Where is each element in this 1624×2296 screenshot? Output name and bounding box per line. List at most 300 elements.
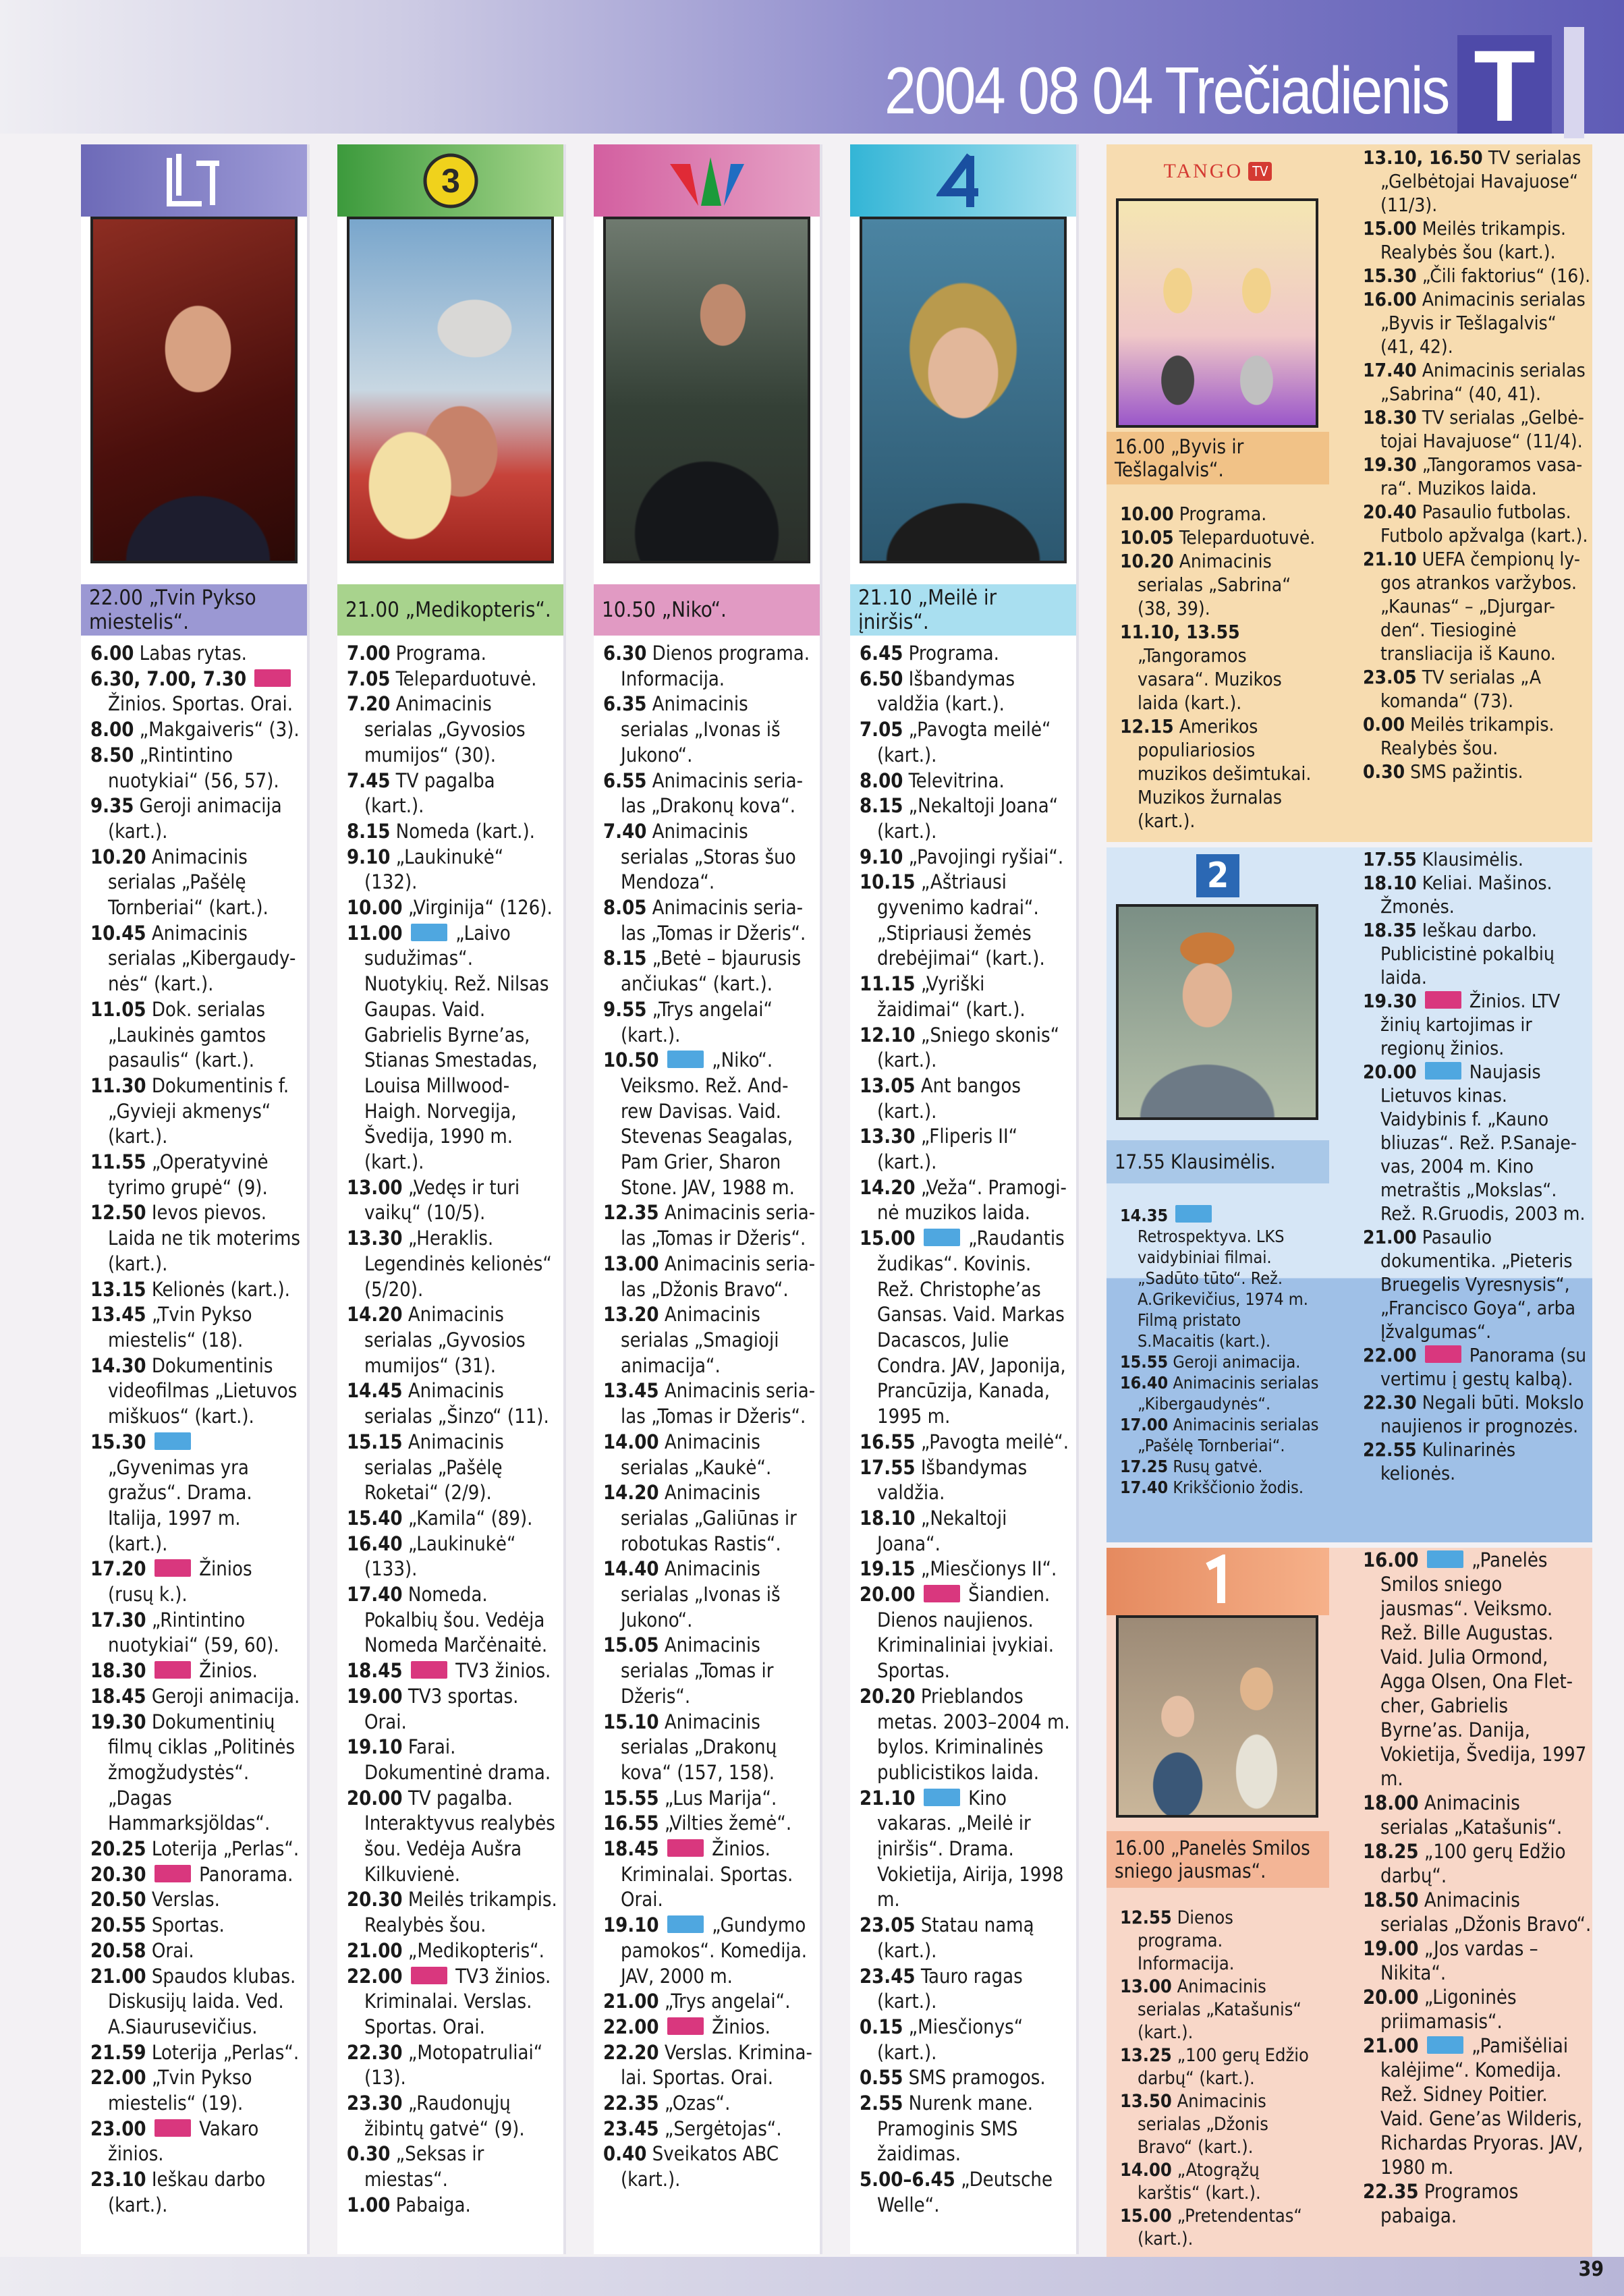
program-entry [603,1837,816,1913]
program-title: „Operatyvinė tyrimo grupė“ (9). [108,1150,269,1199]
program-entry [860,1786,1072,1913]
program-entry [1363,1225,1592,1343]
program-time: 7.40 [603,819,647,843]
program-time: 16.40 [347,1532,403,1555]
program-time: 15.30 [90,1430,146,1453]
program-title: „Niko“. Veiksmo. Rež. And-rew Davisas. Vaid. Stevenas Seagalas, Pam Grier, Sharon Stone. JAV, 1988 m. [621,1048,795,1199]
program-entry [860,2065,1072,2091]
program-entry [90,1938,303,1964]
program-time: 22.00 [603,2015,659,2038]
program-time: 15.15 [347,1430,403,1453]
program-entry [347,895,559,921]
program-title: Animacinis serialas „Kibergaudynės“. [1138,1373,1319,1413]
program-entry [860,2167,1072,2218]
program-time: 22.00 [90,2066,146,2090]
program-time: 6.45 [860,642,903,665]
program-title: „Raudantis žudikas“. Kovinis. Rež. Christophe’as Gansas. Vaid. Markas Dacascos, Julie Condra. JAV, Japonija, Prancūzija, Kanada, 1995 m. [877,1227,1066,1428]
program-title: Pabaiga. [395,2193,471,2216]
program-entry [860,667,1072,717]
program-title: Vakaro žinios. [108,2117,259,2166]
program-entry [1363,1839,1592,1888]
program-entry [603,895,816,946]
program-entry [90,2065,303,2116]
program-entry [860,641,1072,667]
program-time: 13.30 [860,1125,916,1148]
program-time: 7.45 [347,768,391,792]
program-time: 11.10, 13.55 [1120,621,1240,643]
program-title: Animacinis seria-las „Tomas ir Džeris“. [621,1379,816,1428]
program-time: 18.30 [1363,406,1417,428]
program-time: 20.30 [347,1888,403,1911]
program-entry [90,2117,303,2167]
program-time: 20.00 [1363,1061,1417,1083]
program-title: Programa. [908,642,999,665]
program-time: 18.35 [1363,919,1417,941]
program-title: Loterija „Perlas“. [151,2040,300,2064]
program-entry [603,1048,816,1200]
news-tag-icon [667,2017,704,2035]
program-time: 15.10 [603,1710,659,1733]
program-entry [90,793,303,844]
program-time: 16.00 [1363,288,1417,310]
program-time: 6.30, 7.00, 7.30 [90,667,247,690]
program-title: „Sergėtojas“. [664,2117,782,2140]
program-title: Animacinis serialas „Džonis Bravo“ (kart.). [1138,2091,1268,2158]
program-time: 19.00 [347,1684,403,1708]
program-entry [347,1430,559,1506]
news-tag-icon [411,1661,447,1679]
program-title: Programa. [395,642,486,665]
highlight-text: 21.10 „Meilė ir įniršis“. [858,586,997,634]
program-list-ltv2-b [1363,847,1592,1485]
program-time: 23.00 [90,2117,146,2140]
program-time: 6.55 [603,768,647,792]
program-entry [1120,1477,1322,1498]
film-tag-icon [1425,1062,1461,1080]
program-title: Animacinis serialas „Kibergaudy-nės“ (kart.). [108,921,296,996]
program-entry [860,972,1072,1022]
program-title: Animacinis serialas „Byvis ir Tešlagalvis“ (41, 42). [1380,288,1586,358]
program-entry [347,667,559,692]
program-title: „Motopatruliai“ (13). [364,2040,543,2090]
program-entry [860,845,1072,870]
film-tag-icon [924,1229,960,1246]
program-entry [347,1226,559,1302]
program-title: „Gundymo pamokos“. Komedija. JAV, 2000 m. [621,1913,808,1988]
program-title: Žinios. LTV žinių kartojimas ir regionų žinios. [1380,990,1561,1059]
program-time: 18.25 [1363,1840,1419,1863]
program-time: 13.30 [347,1227,403,1250]
program-title: „Trys angelai“ (kart.). [621,997,773,1046]
program-entry [347,1532,559,1582]
program-title: Naujasis Lietuvos kinas. Vaidybinis f. „Kauno bliuzas“. Rež. P.Sanaje-vas, 2004 m. Kino metraštis „Mokslas“. Rež. R.Gruodis, 2003 m. [1380,1061,1586,1225]
program-title: Meilės trikampis. Realybės šou (kart.). [1380,217,1566,263]
program-time: 20.30 [90,1862,146,1886]
program-entry [860,1430,1072,1455]
program-time: 14.30 [90,1353,146,1377]
program-title: „100 gerų Edžio darbų“ (kart.). [1138,2045,1309,2089]
program-entry [860,1124,1072,1175]
program-time: 19.00 [1363,1937,1419,1960]
program-time: 20.58 [90,1938,146,1962]
program-time: 9.35 [90,794,134,818]
program-entry [860,1506,1072,1557]
program-title: Dienos programa. Informacija. [1138,1907,1235,1974]
program-time: 19.30 [1363,453,1417,476]
program-title: „Aštriausi gyvenimo kadrai“. „Stipriausi žemės drebėjimai“ (kart.). [877,870,1045,970]
program-title: Žinios. Sportas. Orai. [108,692,293,716]
program-time: 20.00 [1363,1986,1419,2009]
program-entry [347,1684,559,1735]
program-entry [1363,871,1592,918]
program-entry [90,2167,303,2218]
program-time: 15.55 [603,1786,659,1810]
program-entry [1363,1343,1592,1391]
program-entry [860,1175,1072,1226]
program-entry [90,1837,303,1862]
program-entry [347,1658,559,1684]
program-entry [1120,1907,1322,1976]
program-time: 15.40 [347,1506,403,1530]
program-entry [90,1557,303,1607]
program-title: „Fliperis II“ (kart.). [877,1125,1018,1174]
program-title: „Pavojingi ryšiai“. [908,845,1064,868]
film-tag-icon [1427,2036,1463,2054]
program-entry [603,1252,816,1302]
program-title: „Vyriški žaidimai“ (kart.). [877,972,1026,1021]
program-time: 20.00 [347,1786,403,1810]
program-time: 11.05 [90,997,146,1021]
program-title: „Tvin Pykso miestelis“ (18). [108,1303,252,1351]
program-time: 23.45 [860,1964,916,1988]
program-time: 17.00 [1120,1415,1169,1434]
program-title: „Virginija“ (126). [408,896,553,920]
program-time: 10.45 [90,921,146,945]
news-tag-icon [411,1967,447,1984]
program-time: 8.15 [603,947,647,970]
program-entry [603,2141,816,2192]
program-time: 15.30 [1363,264,1417,287]
program-title: Ant bangos (kart.). [877,1073,1021,1123]
program-title: Nomeda (kart.). [395,819,535,843]
program-entry [603,997,816,1048]
program-title: Žinios (rusų k.). [108,1557,252,1606]
program-time: 23.30 [347,2092,403,2115]
program-title: Nurenk mane. Pramoginis SMS žaidimas. [877,2092,1034,2166]
program-entry [90,1964,303,2040]
program-title: „Gyvenimas yra gražus“. Drama. Italija, 1997 m. (kart.). [108,1455,252,1555]
header-stripe [1564,27,1584,138]
program-title: „Atogrąžų karštis“ (kart.). [1138,2160,1261,2204]
channel-logo-baltijos [1107,1548,1329,1615]
program-title: Animacinis serialas „Katašunis“. [1380,1791,1563,1839]
svg-text:3: 3 [441,161,460,200]
program-time: 22.35 [1363,2180,1419,2203]
program-entry [347,819,559,845]
program-entry [90,1658,303,1684]
program-title: Krikščionio žodis. [1173,1478,1304,1497]
program-entry [603,1786,816,1812]
program-title: SMS pramogos. [908,2066,1046,2090]
channel-column-ltv [81,144,307,2254]
program-entry [1363,989,1592,1060]
program-time: 22.35 [603,2092,659,2115]
program-time: 20.40 [1363,501,1417,523]
program-list-tv4 [860,641,1072,2218]
program-title: „Miesčionys II“. [920,1557,1057,1581]
program-title: Televitrina. [908,768,1005,792]
program-time: 13.10, 16.50 [1363,146,1483,169]
program-entry [90,641,303,667]
program-entry [1363,1548,1592,1791]
program-title: Ieškau darbo (kart.). [108,2168,266,2216]
program-entry [347,845,559,895]
program-entry [347,1302,559,1378]
program-title: „Deutsche Welle“. [877,2168,1053,2216]
highlight-text: 17.55 Klausimėlis. [1115,1150,1276,1173]
film-tag-icon [411,924,447,941]
program-entry [603,819,816,895]
program-title: Verslas. Krimina-lai. Sportas. Orai. [621,2040,812,2090]
program-title: Geroji animacija (kart.). [108,794,282,843]
program-entry [603,1302,816,1378]
program-entry [90,1277,303,1303]
program-entry [347,641,559,667]
program-time: 22.00 [347,1964,403,1988]
program-title: Animacinis serialas „Katašunis“ (kart.). [1138,1976,1302,2043]
program-entry [860,1684,1072,1786]
program-entry [347,1735,559,1785]
program-entry [90,1862,303,1888]
program-time: 23.05 [860,1913,916,1937]
news-tag-icon [1425,991,1461,1009]
program-time: 17.40 [1363,359,1417,381]
program-entry [1363,1791,1592,1839]
program-entry [1363,1888,1592,1936]
program-title: Animacinis serialas „Gyvosios mumijos“ (31). [364,1303,526,1377]
program-time: 20.50 [90,1888,146,1911]
program-time: 19.10 [603,1913,659,1937]
program-time: 21.59 [90,2040,146,2064]
program-time: 22.55 [1363,1438,1417,1461]
program-entry [90,1073,303,1150]
program-entry [1120,1372,1322,1414]
program-time: 21.00 [1363,1226,1417,1248]
program-title: Animacinis seria-las „Tomas ir Džeris“. [621,1201,816,1250]
channel-block-tango [1107,144,1592,842]
program-time: 19.15 [860,1557,916,1581]
program-time: 7.20 [347,692,391,716]
program-time: 13.00 [603,1252,659,1275]
program-title: TV serialas „Gelbėtojai Havajuose“ (11/3). [1380,146,1581,216]
program-title: Kulinarinės kelionės. [1380,1438,1516,1484]
program-entry [603,946,816,997]
program-title: Išbandymas valdžia. [877,1455,1028,1505]
program-time: 12.10 [860,1023,916,1046]
program-title: „Panelės Smilos sniego jausmas“. Veiksmo. Rež. Bille Augustas. Vaid. Julia Ormond, Agga Olsen, Ona Flet-cher, Gabrielis Byrne’as. Danija, Vokietija, Švedija, 1997 m. [1380,1548,1587,1790]
program-time: 16.00 [1363,1548,1419,1571]
program-title: „Pavogta meilė“ (kart.). [877,718,1051,766]
program-entry [1120,2159,1322,2205]
program-title: Ieškau darbo. Publicistinė pokalbių laida. [1380,919,1555,988]
program-entry [1363,847,1592,871]
photo-ltv2 [1116,904,1318,1120]
program-title: Animacinis serialas „Storas šuo Mendoza“. [621,819,796,894]
program-time: 18.45 [603,1837,659,1861]
program-entry [1363,547,1592,665]
program-time: 15.05 [603,1633,659,1657]
program-title: Sveikatos ABC (kart.). [621,2142,779,2191]
program-title: „Trys angelai“. [664,1990,791,2013]
program-time: 14.20 [860,1175,916,1199]
program-entry [90,1684,303,1710]
program-title: Tauro ragas (kart.). [877,1964,1023,2013]
channel-column-tv3 [337,144,563,2254]
program-title: Animacinis serialas „Kaukė“. [621,1430,772,1479]
program-time: 8.15 [347,819,391,843]
program-entry [347,1887,559,1938]
channel-column-lnk [594,144,820,2254]
program-title: „Pamišėliai kalėjime“. Komedija. Rež. Sidney Poitier. Vaid. Gene’as Wilderis, Richardas Pryoras. JAV, 1980 m. [1380,2034,1584,2179]
program-time: 12.55 [1120,1907,1172,1928]
program-entry [347,2193,559,2218]
program-title: Verslas. [151,1888,220,1911]
program-entry [860,2015,1072,2065]
program-title: Animacinis serialas „Ivonas iš Jukono“. [621,692,781,766]
program-entry [347,921,559,1175]
program-time: 12.50 [90,1201,146,1225]
program-entry [1363,1391,1592,1438]
news-tag-icon [155,1865,191,1882]
program-entry [1363,358,1592,405]
program-entry [347,1582,559,1658]
program-entry [1120,549,1322,620]
program-title: „Laivo sudužimas“. Nuotykių. Rež. Nilsas Gaupas. Vaid. Gabrielis Byrne’as, Stianas Smestadas, Louisa Millwood-Haigh. Norvegija, Švedija, 1990 m. (kart.). [364,921,549,1174]
program-title: Animacinis serialas „Pašėlę Tornberiai“. [1138,1415,1319,1455]
channel-logo-lnk [594,144,820,217]
program-title: Nomeda. Pokalbių šou. Vedėja Nomeda Marčėnaitė. [364,1583,548,1657]
film-tag-icon [667,1051,704,1068]
highlight-band-tv3 [337,584,563,636]
program-time: 14.45 [347,1379,403,1403]
program-entry [603,1480,816,1557]
program-time: 13.00 [347,1175,403,1199]
program-entry [90,1430,303,1557]
program-time: 0.55 [860,2066,903,2090]
program-entry [860,1226,1072,1430]
program-time: 16.55 [603,1812,659,1835]
program-entry [1363,1060,1592,1225]
program-title: „Raudonųjų žibintų gatvė“ (9). [364,2092,525,2140]
program-entry [1363,712,1592,760]
program-time: 13.05 [860,1073,916,1097]
program-entry [347,2141,559,2192]
film-tag-icon [924,1789,960,1806]
program-title: „Ligoninės priimamasis“. [1380,1986,1517,2033]
program-time: 21.10 [860,1786,916,1810]
program-list-lnk [603,641,816,2193]
program-title: Animacinis serialas „Pašėlę Tornberiai“ (kart.). [108,845,269,920]
program-title: Šiandien. Dienos naujienos. Kriminaliniai įvykiai. Sportas. [877,1583,1055,1683]
program-time: 18.45 [90,1684,146,1708]
program-entry [603,1989,816,2015]
program-title: „Ozas“. [664,2092,731,2115]
program-entry [90,997,303,1073]
program-time: 22.30 [1363,1391,1417,1413]
program-entry [603,1811,816,1837]
program-entry [860,1582,1072,1684]
program-time: 9.10 [860,845,903,868]
program-entry [603,1200,816,1251]
program-title: „Nekaltoji Joana“. [877,1506,1007,1555]
program-entry [1363,2179,1592,2228]
program-title: Teleparduotuvė. [395,667,537,690]
program-entry [1120,620,1322,715]
photo-meile-ir-inirsis [860,217,1067,563]
program-title: „Laukinukė“ (133). [364,1532,516,1581]
program-title: TV3 žinios. Kriminalai. Verslas. Sportas. Orai. [364,1964,551,2038]
program-time: 7.00 [347,642,391,665]
program-title: Animacinis serialas „Sabrina“ (38, 39). [1138,550,1291,619]
program-time: 16.40 [1120,1373,1169,1393]
program-title: „Lus Marija“. [664,1786,777,1810]
program-time: 7.05 [860,718,903,741]
program-list-tango-b [1363,146,1592,783]
program-time: 6.35 [603,692,647,716]
program-title: Klausimėlis. [1422,848,1523,870]
channel-logo-ltv2: 2 [1107,847,1329,904]
program-title: Kino vakaras. „Meilė ir įniršis“. Drama. Vokietija, Airija, 1998 m. [877,1786,1064,1911]
photo-medikopteris [347,217,554,563]
program-time: 22.30 [347,2040,403,2064]
program-title: „Laukinukė“ (132). [364,845,504,894]
program-entry [1120,1976,1322,2044]
program-title: Žinios. [712,2015,771,2038]
program-entry [1363,146,1592,217]
program-entry [1363,918,1592,989]
program-title: Meilės trikampis. Realybės šou. [1380,713,1555,759]
program-time: 6.00 [90,642,134,665]
program-title: Sportas. [151,1913,225,1937]
program-entry [1363,665,1592,712]
program-time: 20.00 [860,1583,916,1606]
program-title: Dok. serialas „Laukinės gamtos pasaulis“ (kart.). [108,997,267,1072]
program-time: 20.25 [90,1837,146,1861]
program-time: 17.55 [860,1455,916,1479]
program-time: 8.50 [90,743,134,766]
program-time: 14.35 [1120,1206,1169,1225]
program-title: Animacinis serialas „Smagioji animacija“. [621,1303,779,1377]
program-time: 8.05 [603,896,647,920]
program-entry [1363,500,1592,547]
program-entry [1120,502,1322,526]
program-entry [1363,287,1592,358]
program-entry [90,1913,303,1938]
program-entry [860,1557,1072,1582]
program-title: „Tvin Pykso miestelis“ (19). [108,2066,252,2115]
program-title: Panorama. [199,1862,293,1886]
program-title: „Sniego skonis“ (kart.). [877,1023,1060,1072]
program-entry [347,1378,559,1429]
program-time: 9.55 [603,997,647,1021]
program-title: Dokumentinis f. „Gyvieji akmenys“ (kart.). [108,1073,289,1148]
program-title: Labas rytas. [139,642,247,665]
program-time: 21.00 [603,1990,659,2013]
highlight-band-tango [1107,432,1329,484]
program-entry [1120,2090,1322,2159]
program-title: Prieblandos metas. 2003–2004 m. bylos. Kriminalinės publicistikos laida. [877,1684,1070,1784]
program-entry [603,2117,816,2142]
